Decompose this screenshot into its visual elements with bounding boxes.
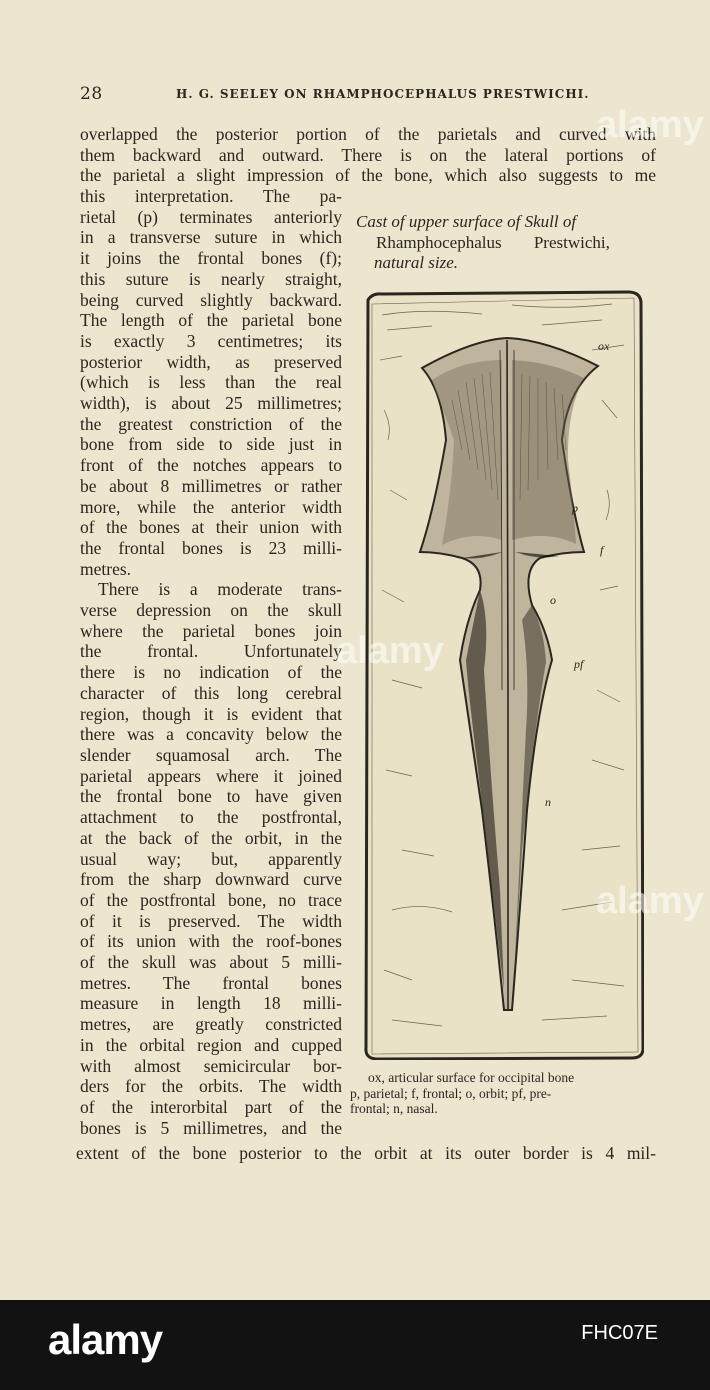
figure-legend	[350, 1070, 660, 1117]
body-text-left-column	[80, 186, 342, 1138]
text-line: ders for the orbits. The width	[80, 1076, 342, 1097]
text-line: verse depression on the skull	[80, 600, 342, 621]
text-line: the parietal a slight impression of the bone, which also suggests to me	[80, 165, 656, 186]
text-line: There is a moderate trans-	[98, 579, 342, 600]
text-line: the frontal. Unfortunately	[80, 641, 342, 662]
label-ox: ox	[598, 339, 610, 353]
text-line: of the bones at their union with	[80, 517, 342, 538]
text-line: there is no indication of the	[80, 662, 342, 683]
running-head: H. G. SEELEY ON RHAMPHOCEPHALUS PRESTWICHI.	[176, 87, 590, 101]
text-line: where the parietal bones join	[80, 620, 342, 641]
text-line: metres. The frontal bones	[80, 972, 342, 993]
legend-line: ox, articular surface for occipital bone	[368, 1070, 575, 1085]
text-line: with almost semicircular bor-	[80, 1055, 342, 1076]
skull-cast-illustration	[362, 290, 644, 1060]
text-line: being curved slightly backward.	[80, 289, 342, 310]
label-f: f	[600, 543, 604, 557]
text-line: metres.	[80, 558, 132, 579]
text-line: the frontal bones is 23 milli-	[80, 537, 342, 558]
text-line: this interpretation. The pa-	[80, 186, 342, 206]
watermark: alamy	[596, 104, 704, 146]
caption-title: Cast of upper surface of Skull of	[356, 212, 577, 231]
body-text-top	[80, 124, 656, 186]
text-line: slender squamosal arch. The	[80, 744, 342, 765]
text-line: the greatest constriction of the	[80, 413, 342, 434]
caption-scale: natural size.	[374, 253, 459, 272]
text-line: region, though it is evident that	[80, 703, 342, 724]
text-line: width), is about 25 millimetres;	[80, 393, 342, 414]
text-line: bone from side to side just in	[80, 434, 342, 455]
label-p: p	[572, 501, 578, 515]
page-number: 28	[80, 84, 103, 104]
text-line: attachment to the postfrontal,	[80, 807, 342, 828]
body-text-bottom	[76, 1143, 656, 1164]
text-line: usual way; but, apparently	[80, 848, 342, 869]
text-line: this suture is nearly straight,	[80, 268, 342, 289]
label-o: o	[550, 593, 556, 607]
caption-species: Rhamphocephalus Prestwichi,	[376, 232, 610, 252]
stock-image-id: FHC07E	[581, 1322, 658, 1344]
text-line: rietal (p) terminates anteriorly	[80, 206, 342, 227]
alamy-logo: alamy	[48, 1316, 163, 1363]
text-line: be about 8 millimetres or rather	[80, 475, 342, 496]
legend-line: p, parietal; f, frontal; o, orbit; pf, pre-	[350, 1085, 552, 1101]
text-line: the frontal bone to have given	[80, 786, 342, 807]
text-line: (which is less than the real	[80, 372, 342, 393]
text-line: them backward and outward. There is on the lateral portions of	[80, 144, 656, 165]
figure-caption	[354, 212, 656, 274]
text-line: front of the notches appears to	[80, 455, 342, 476]
text-line: metres, are greatly constricted	[80, 1014, 342, 1035]
text-line: is exactly 3 centimetres; its	[80, 330, 342, 351]
text-line: from the sharp downward curve	[80, 869, 342, 890]
text-line: in a transverse suture in which	[80, 227, 342, 248]
text-line: of its union with the roof-bones	[80, 931, 342, 952]
text-line: of the postfrontal bone, no trace	[80, 889, 342, 910]
text-line: The length of the parietal bone	[80, 310, 342, 331]
text-line: there was a concavity below the	[80, 724, 342, 745]
text-line: of the interorbital part of the	[80, 1096, 342, 1117]
text-line: it joins the frontal bones (f);	[80, 248, 342, 269]
text-line: parietal appears where it joined	[80, 765, 342, 786]
text-line: measure in length 18 milli-	[80, 993, 342, 1014]
text-line: overlapped the posterior portion of the parietals and curved with	[80, 124, 656, 144]
text-line: posterior width, as preserved	[80, 351, 342, 372]
watermark: alamy	[596, 880, 704, 922]
watermark: alamy	[336, 630, 444, 672]
label-pf: pf	[574, 657, 584, 671]
legend-line: frontal; n, nasal.	[350, 1101, 438, 1116]
label-n: n	[545, 795, 551, 809]
text-line: at the back of the orbit, in the	[80, 827, 342, 848]
text-line: extent of the bone posterior to the orbit at its outer border is 4 mil-	[76, 1143, 656, 1163]
text-line: bones is 5 millimetres, and the	[80, 1117, 342, 1138]
text-line: more, while the anterior width	[80, 496, 342, 517]
text-line: in the orbital region and cupped	[80, 1034, 342, 1055]
text-line: of the skull was about 5 milli-	[80, 952, 342, 973]
text-line: character of this long cerebral	[80, 682, 342, 703]
text-line: of it is preserved. The width	[80, 910, 342, 931]
